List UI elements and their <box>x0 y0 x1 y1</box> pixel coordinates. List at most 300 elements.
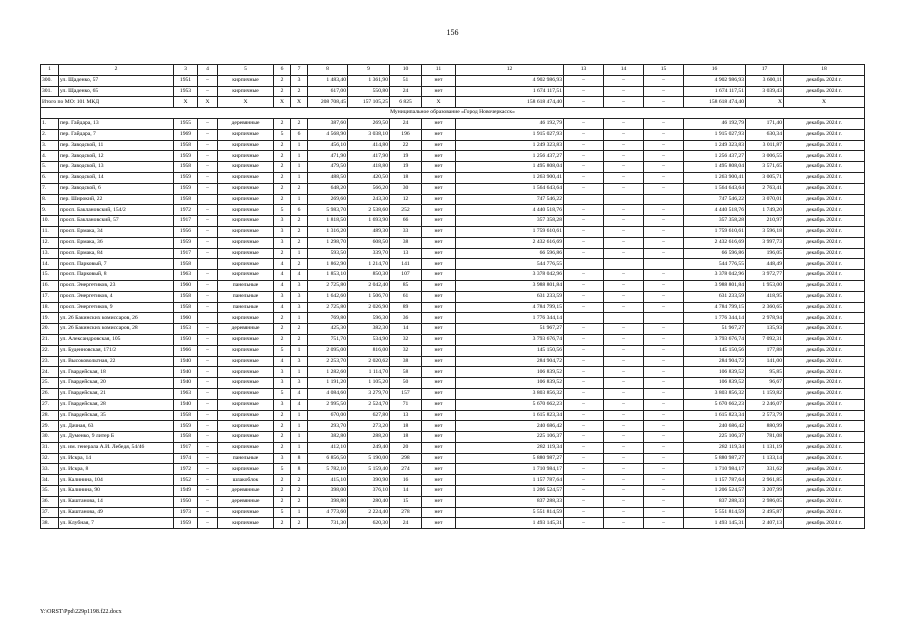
table-cell: – <box>198 367 218 378</box>
table-cell: 5 <box>274 388 291 399</box>
table-cell: 390,90 <box>348 475 390 486</box>
table-cell: 1959 <box>174 421 198 432</box>
table-cell: 85 <box>390 280 422 291</box>
table-cell: нет <box>422 496 456 507</box>
table-cell: 1 710 984,17 <box>684 464 746 475</box>
table-cell: 33 <box>390 226 422 237</box>
table-cell: 2 <box>291 518 308 529</box>
table-cell: 106 839,52 <box>684 367 746 378</box>
table-cell: 471,90 <box>308 151 348 162</box>
table-cell <box>644 313 684 324</box>
table-cell: 15. <box>41 270 59 281</box>
table-cell: 4. <box>41 151 59 162</box>
table-cell: 5 551 814,59 <box>684 507 746 518</box>
table-cell: 6 856,50 <box>308 453 348 464</box>
table-cell: – <box>604 475 644 486</box>
table-row <box>41 302 865 313</box>
table-cell: 3 207,99 <box>746 486 784 497</box>
table-cell: 22 <box>390 140 422 151</box>
column-number-cell: 5 <box>218 65 274 76</box>
table-cell: 8 <box>291 464 308 475</box>
table-cell: 5 880 987,27 <box>684 453 746 464</box>
table-row <box>41 399 865 410</box>
total-label: Итого по МО: 101 МКД <box>41 97 174 108</box>
table-cell: 1973 <box>174 507 198 518</box>
table-cell: – <box>644 162 684 173</box>
total-cell: 158 618 474,40 <box>684 97 746 108</box>
file-path-footer: Y:\ORST\Ppd\229p1198.f22.docx <box>40 609 122 615</box>
table-cell: пер. Заводской, 14 <box>59 172 174 183</box>
table-cell: ул. Щаденко, 57 <box>59 75 174 86</box>
total-row <box>41 97 865 108</box>
total-cell: X <box>198 97 218 108</box>
table-cell: декабрь 2024 г. <box>784 453 865 464</box>
table-cell: 1 157 787,64 <box>684 475 746 486</box>
table-cell: 37. <box>41 507 59 518</box>
table-cell: – <box>604 410 644 421</box>
table-cell: 1950 <box>174 496 198 507</box>
table-cell: – <box>198 118 218 129</box>
total-cell: X <box>218 97 274 108</box>
table-cell: 1 818,50 <box>308 216 348 227</box>
table-cell: 1 298,70 <box>308 237 348 248</box>
table-cell: – <box>604 237 644 248</box>
table-cell: – <box>604 302 644 313</box>
table-cell: ул. Буденновская, 171/2 <box>59 345 174 356</box>
table-cell: декабрь 2024 г. <box>784 324 865 335</box>
table-cell: 5. <box>41 162 59 173</box>
table-cell: – <box>604 172 644 183</box>
table-cell: 19 <box>390 162 422 173</box>
table-cell: – <box>644 453 684 464</box>
table-cell: – <box>564 162 604 173</box>
table-cell: – <box>644 280 684 291</box>
table-cell: декабрь 2024 г. <box>784 442 865 453</box>
table-cell: 1 776 344,14 <box>456 313 564 324</box>
table-cell: 2 <box>291 496 308 507</box>
table-cell: кирпичные <box>218 237 274 248</box>
table-cell: – <box>564 388 604 399</box>
table-cell: – <box>604 162 644 173</box>
table-cell: 1 <box>291 421 308 432</box>
table-cell: 1 642,60 <box>308 291 348 302</box>
table-cell: кирпичные <box>218 129 274 140</box>
total-cell: X <box>274 97 291 108</box>
table-cell: 22. <box>41 345 59 356</box>
table-cell: – <box>644 410 684 421</box>
table-cell: 2 <box>274 442 291 453</box>
total-cell: 208 708,45 <box>308 97 348 108</box>
table-cell: 5 880 987,27 <box>456 453 564 464</box>
table-cell: 3 <box>291 378 308 389</box>
table-cell: 1955 <box>174 118 198 129</box>
table-cell: 1 159,82 <box>746 388 784 399</box>
table-cell: нет <box>422 86 456 97</box>
table-cell: 284 904,72 <box>684 356 746 367</box>
table-cell: – <box>564 464 604 475</box>
table-cell: 20. <box>41 324 59 335</box>
table-cell: пер. Гайдара, 7 <box>59 129 174 140</box>
table-cell: 30. <box>41 432 59 443</box>
table-row <box>41 259 865 270</box>
total-cell: X <box>174 97 198 108</box>
table-cell: нет <box>422 464 456 475</box>
table-cell: 5 782,10 <box>308 464 348 475</box>
table-cell: 479,50 <box>308 162 348 173</box>
table-cell: 96,67 <box>746 378 784 389</box>
table-cell: кирпичные <box>218 205 274 216</box>
table-cell: 58 <box>390 367 422 378</box>
table-cell: просп. Парковый, 7 <box>59 259 174 270</box>
table-cell: – <box>644 140 684 151</box>
table-cell: 2 961,85 <box>746 475 784 486</box>
table-row <box>41 172 865 183</box>
table-cell: нет <box>422 399 456 410</box>
table-cell: 1959 <box>174 518 198 529</box>
table-cell: – <box>564 270 604 281</box>
table-cell: нет <box>422 518 456 529</box>
table-cell: – <box>644 518 684 529</box>
total-cell: – <box>604 97 644 108</box>
table-cell: ул. 26 Бакинских комиссаров, 28 <box>59 324 174 335</box>
table-cell: 24 <box>390 86 422 97</box>
table-cell: 2 <box>274 162 291 173</box>
table-cell: 5 670 662,23 <box>456 399 564 410</box>
table-cell: – <box>604 486 644 497</box>
table-cell: 10. <box>41 216 59 227</box>
table-cell: 1 <box>291 432 308 443</box>
table-cell: 1966 <box>174 345 198 356</box>
table-cell: 3. <box>41 140 59 151</box>
table-cell: – <box>198 86 218 97</box>
table-cell: 269,50 <box>348 118 390 129</box>
table-cell: – <box>198 421 218 432</box>
table-cell: 3 <box>274 237 291 248</box>
table-cell: 32 <box>390 334 422 345</box>
table-cell: 1 157 787,64 <box>456 475 564 486</box>
table-cell: ул. Гвардейская, 21 <box>59 388 174 399</box>
table-cell: 8. <box>41 194 59 205</box>
table-cell: нет <box>422 248 456 259</box>
table-cell: 731,30 <box>308 518 348 529</box>
table-cell: пер. Заводской, 11 <box>59 140 174 151</box>
table-cell: 1952 <box>174 475 198 486</box>
table-cell: нет <box>422 302 456 313</box>
table-cell: декабрь 2024 г. <box>784 248 865 259</box>
table-cell: 1 483,40 <box>308 75 348 86</box>
table-cell: 1 282,60 <box>308 367 348 378</box>
table-cell: – <box>564 518 604 529</box>
table-cell: ул. Дачная, 63 <box>59 421 174 432</box>
table-cell: – <box>198 324 218 335</box>
table-cell: – <box>564 496 604 507</box>
table-cell: – <box>644 324 684 335</box>
table-cell: 2 042,40 <box>348 280 390 291</box>
total-cell: X <box>422 97 456 108</box>
table-cell: 252 <box>390 205 422 216</box>
table-cell: 617,00 <box>308 86 348 97</box>
section-title: Муниципальное образование «Город Новочеркасск» <box>41 108 865 119</box>
table-row <box>41 205 865 216</box>
table-cell: кирпичные <box>218 410 274 421</box>
table-cell: – <box>198 162 218 173</box>
table-cell: 1 <box>291 313 308 324</box>
table-cell: 1 131,19 <box>746 442 784 453</box>
table-cell: 196 <box>390 129 422 140</box>
table-cell: 880,99 <box>746 421 784 432</box>
table-cell: 4 440 518,76 <box>456 205 564 216</box>
table-cell: – <box>564 75 604 86</box>
table-cell: 1940 <box>174 356 198 367</box>
table-cell: 3 <box>274 453 291 464</box>
table-cell: ул. Искра, 14 <box>59 453 174 464</box>
table-cell: – <box>644 399 684 410</box>
table-cell: 1 <box>291 151 308 162</box>
table-cell: 15 <box>390 496 422 507</box>
table-cell: кирпичные <box>218 172 274 183</box>
table-cell: – <box>198 442 218 453</box>
table-cell: 3 793 676,74 <box>684 334 746 345</box>
table-cell: декабрь 2024 г. <box>784 291 865 302</box>
table-cell: ул. Гвардейская, 35 <box>59 410 174 421</box>
table-cell: 19. <box>41 313 59 324</box>
table-cell: шлакоблок <box>218 475 274 486</box>
table-cell: 3 006,55 <box>746 151 784 162</box>
table-cell: 24 <box>390 118 422 129</box>
column-number-cell: 6 <box>274 65 291 76</box>
table-cell: 5 983,70 <box>308 205 348 216</box>
table-cell: 3 <box>274 216 291 227</box>
table-cell: 3 972,77 <box>746 270 784 281</box>
table-cell: 747 546,22 <box>684 194 746 205</box>
table-cell: 1958 <box>174 432 198 443</box>
table-cell: 3 038,10 <box>348 129 390 140</box>
table-cell: декабрь 2024 г. <box>784 475 865 486</box>
table-cell: ул. Щаденко, 65 <box>59 86 174 97</box>
table-cell: 2 407,13 <box>746 518 784 529</box>
table-cell: 24 <box>390 518 422 529</box>
table-cell: 4 568,90 <box>308 129 348 140</box>
table-cell: ул. Гвардейская, 18 <box>59 367 174 378</box>
table-cell: 1 133,14 <box>746 453 784 464</box>
table-cell: 1 674 117,51 <box>684 86 746 97</box>
total-cell: – <box>644 97 684 108</box>
table-cell: 1958 <box>174 194 198 205</box>
table-cell: 273,20 <box>348 421 390 432</box>
table-cell: кирпичные <box>218 388 274 399</box>
table-cell: 2 224,40 <box>348 507 390 518</box>
table-cell: 3 005,71 <box>746 172 784 183</box>
table-cell: – <box>198 399 218 410</box>
table-cell: пер. Заводской, 12 <box>59 151 174 162</box>
table-cell: 5 <box>274 205 291 216</box>
table-cell: 1956 <box>174 226 198 237</box>
total-cell: X <box>291 97 308 108</box>
table-cell: 2 <box>274 313 291 324</box>
table-cell: – <box>198 140 218 151</box>
table-cell: – <box>644 507 684 518</box>
table-cell: кирпичные <box>218 356 274 367</box>
table-cell: декабрь 2024 г. <box>784 280 865 291</box>
total-cell: 6 825 <box>390 97 422 108</box>
table-cell: 3 988 801,84 <box>684 280 746 291</box>
table-cell: 2 <box>274 194 291 205</box>
table-cell: 456,10 <box>308 140 348 151</box>
table-cell: – <box>198 486 218 497</box>
table-cell: 1953 <box>174 86 198 97</box>
table-cell: кирпичные <box>218 442 274 453</box>
table-row <box>41 334 865 345</box>
table-cell: 1940 <box>174 367 198 378</box>
table-row <box>41 75 865 86</box>
table-cell: 1972 <box>174 205 198 216</box>
table-cell: просп. Энергетиков, 23 <box>59 280 174 291</box>
table-cell: кирпичные <box>218 183 274 194</box>
table-cell: 2 <box>274 183 291 194</box>
table-cell: – <box>644 205 684 216</box>
table-cell: 12 <box>390 194 422 205</box>
table-cell: 14 <box>390 486 422 497</box>
table-cell: – <box>644 237 684 248</box>
table-cell: – <box>564 421 604 432</box>
table-cell: 2 095,00 <box>308 345 348 356</box>
table-cell: 1 495 808,04 <box>684 162 746 173</box>
table-cell: 18 <box>390 421 422 432</box>
table-cell: – <box>604 118 644 129</box>
table-cell: – <box>564 151 604 162</box>
table-cell: кирпичные <box>218 194 274 205</box>
table-cell: кирпичные <box>218 86 274 97</box>
table-cell <box>564 194 604 205</box>
table-cell: 488,50 <box>308 172 348 183</box>
table-cell: нет <box>422 507 456 518</box>
table-cell: 1 759 610,61 <box>456 226 564 237</box>
table-cell: 35. <box>41 486 59 497</box>
table-cell: – <box>604 75 644 86</box>
table-cell: – <box>564 86 604 97</box>
table-cell: 1959 <box>174 151 198 162</box>
table-cell: декабрь 2024 г. <box>784 194 865 205</box>
table-cell: 210,97 <box>746 216 784 227</box>
table-cell: – <box>564 216 604 227</box>
table-cell: 4 084,60 <box>308 388 348 399</box>
table-cell: 2 <box>291 118 308 129</box>
table-row <box>41 194 865 205</box>
column-number-cell: 16 <box>684 65 746 76</box>
table-cell: 1940 <box>174 378 198 389</box>
table-cell: – <box>564 432 604 443</box>
table-cell: 418,80 <box>348 162 390 173</box>
table-cell: – <box>198 410 218 421</box>
table-cell: 2 <box>274 324 291 335</box>
table-cell: 2 <box>274 475 291 486</box>
table-cell: нет <box>422 162 456 173</box>
table-cell: – <box>644 432 684 443</box>
table-cell: 1950 <box>174 334 198 345</box>
table-cell: 33. <box>41 464 59 475</box>
table-cell: 5 <box>274 464 291 475</box>
table-cell: 5 670 662,23 <box>684 399 746 410</box>
table-row <box>41 248 865 259</box>
table-cell: 2 <box>274 75 291 86</box>
table-cell: – <box>198 291 218 302</box>
table-cell: – <box>644 464 684 475</box>
table-row <box>41 324 865 335</box>
table-cell: – <box>604 270 644 281</box>
table-cell: пер. Заводской, 13 <box>59 162 174 173</box>
table-cell: 2 026,90 <box>348 302 390 313</box>
table-cell: 2 <box>291 226 308 237</box>
housing-register-table <box>40 64 865 529</box>
table-cell: декабрь 2024 г. <box>784 334 865 345</box>
table-cell: 135,93 <box>746 324 784 335</box>
table-cell: нет <box>422 140 456 151</box>
table-cell: 16 <box>390 475 422 486</box>
table-cell: 3 600,11 <box>746 75 784 86</box>
table-cell: декабрь 2024 г. <box>784 151 865 162</box>
table-cell: 534,90 <box>348 334 390 345</box>
table-cell: 1 674 117,51 <box>456 86 564 97</box>
table-cell: 1959 <box>174 183 198 194</box>
table-cell: деревянные <box>218 118 274 129</box>
table-cell: 3 <box>274 367 291 378</box>
column-number-cell: 10 <box>390 65 422 76</box>
table-cell: 2 <box>274 248 291 259</box>
table-row <box>41 475 865 486</box>
table-cell: 3 <box>274 226 291 237</box>
table-cell: 1958 <box>174 259 198 270</box>
table-cell: – <box>198 356 218 367</box>
table-cell: 3 803 856,32 <box>684 388 746 399</box>
table-cell: – <box>644 86 684 97</box>
table-cell: 1917 <box>174 248 198 259</box>
table-cell: 274 <box>390 464 422 475</box>
table-cell: 269,60 <box>308 194 348 205</box>
table-cell: 3 571,65 <box>746 162 784 173</box>
table-cell: 107 <box>390 270 422 281</box>
table-row <box>41 313 865 324</box>
table-cell: 36 <box>390 313 422 324</box>
table-cell: 4 <box>291 388 308 399</box>
table-cell: пер. Широкий, 22 <box>59 194 174 205</box>
table-cell: 593,50 <box>308 248 348 259</box>
table-cell: кирпичные <box>218 464 274 475</box>
table-cell: 1 862,90 <box>308 259 348 270</box>
table-cell: 1 <box>291 172 308 183</box>
table-cell <box>604 313 644 324</box>
table-cell: панельные <box>218 291 274 302</box>
table-cell: 357 358,28 <box>684 216 746 227</box>
table-cell: декабрь 2024 г. <box>784 432 865 443</box>
table-cell: 2 246,07 <box>746 399 784 410</box>
table-cell: 1 263 900,41 <box>456 172 564 183</box>
table-cell: нет <box>422 421 456 432</box>
table-cell: 4 440 518,76 <box>684 205 746 216</box>
table-cell: 157 <box>390 388 422 399</box>
table-cell: – <box>604 367 644 378</box>
table-cell: 36. <box>41 496 59 507</box>
table-cell: – <box>604 421 644 432</box>
table-cell: – <box>198 205 218 216</box>
table-cell: 769,80 <box>308 313 348 324</box>
table-cell <box>604 194 644 205</box>
table-row <box>41 453 865 464</box>
table-row <box>41 432 865 443</box>
table-cell: 51 <box>390 75 422 86</box>
table-cell: – <box>604 356 644 367</box>
table-cell <box>644 259 684 270</box>
table-cell: декабрь 2024 г. <box>784 162 865 173</box>
